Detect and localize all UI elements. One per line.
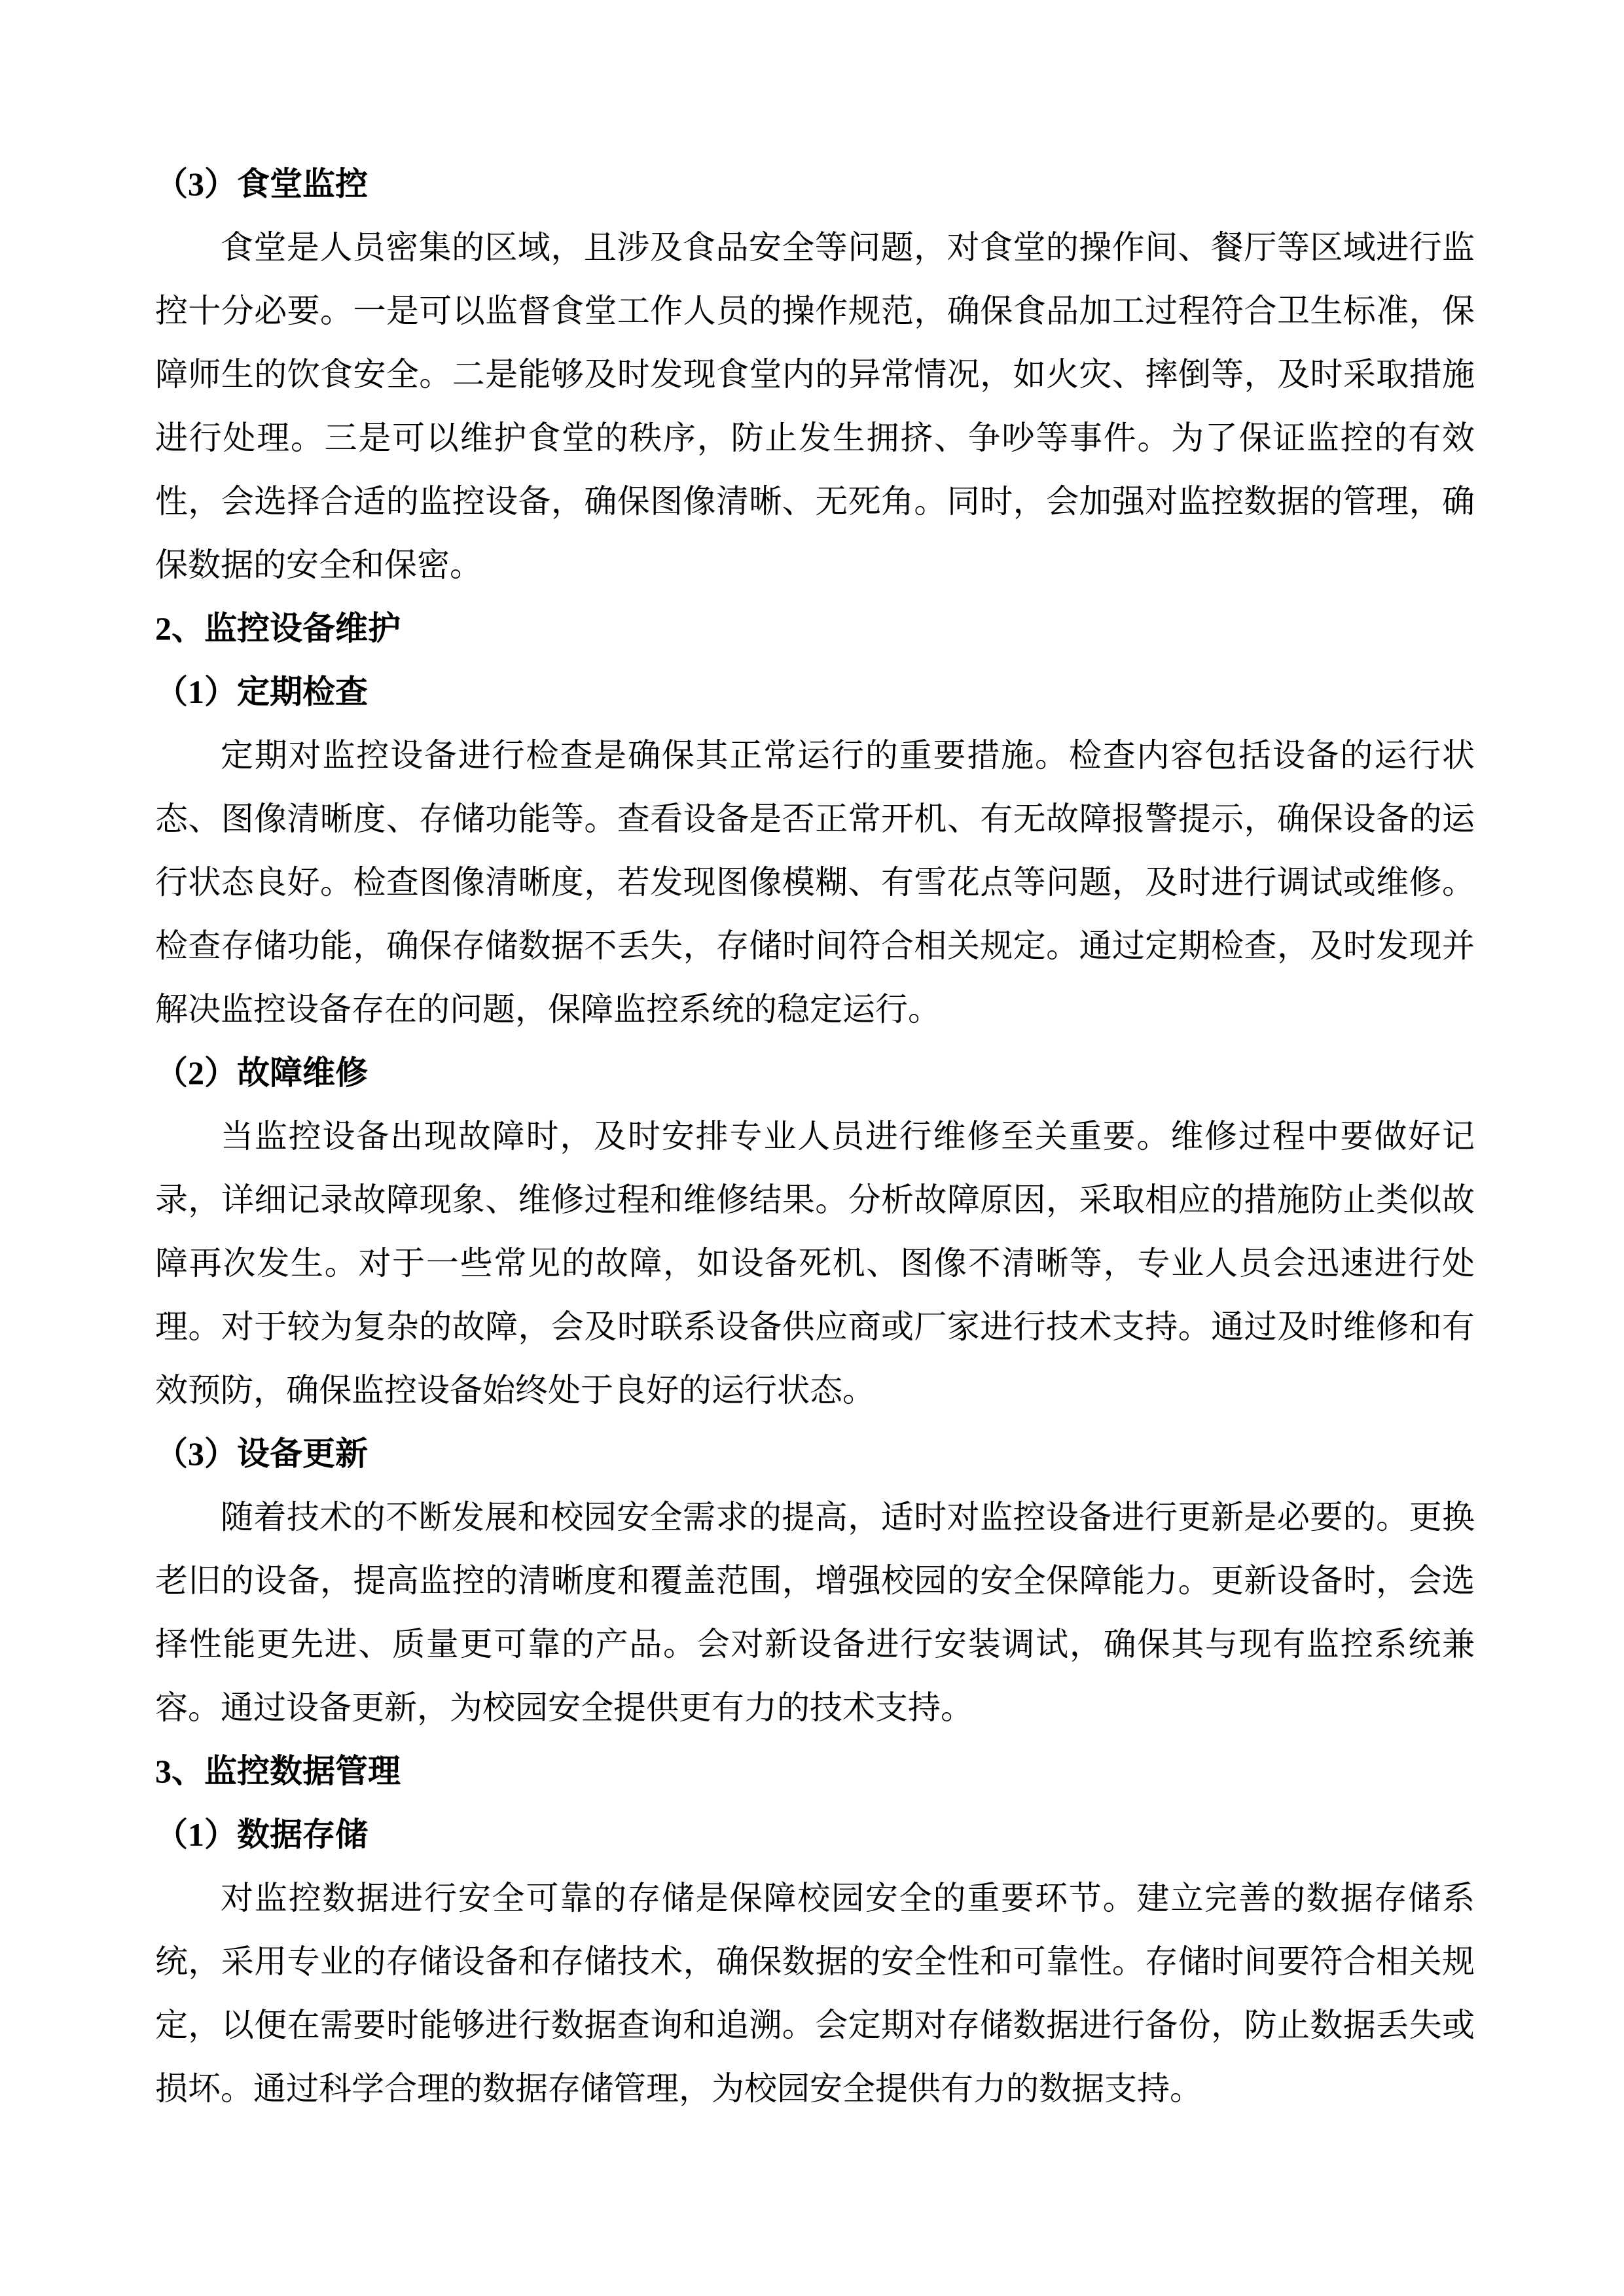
paragraph-fault-repair: 当监控设备出现故障时，及时安排专业人员进行维修至关重要。维修过程中要做好记录，详细记录故障现象、维修过程和维修结果。分析故障原因，采取相应的措施防止类似故障再次发生。对于一些常见的故障，如设备死机、图像不清晰等，专业人员会迅速进行处理。对于较为复杂的故障，会及时联系设备供应商或厂家进行技术支持。通过及时维修和有效预防，确保监控设备始终处于良好的运行状态。 [155,1118,1475,1408]
paragraph-regular-inspection: 定期对监控设备进行检查是确保其正常运行的重要措施。检查内容包括设备的运行状态、图像清晰度、存储功能等。查看设备是否正常开机、有无故障报警提示，确保设备的运行状态良好。检查图像清晰度，若发现图像模糊、有雪花点等问题，及时进行调试或维修。检查存储功能，确保存储数据不丢失，存储时间符合相关规定。通过定期检查，及时发现并解决监控设备存在的问题，保障监控系统的稳定运行。 [155,737,1475,1028]
paragraph-data-storage: 对监控数据进行安全可靠的存储是保障校园安全的重要环节。建立完善的数据存储系统，采用专业的存储设备和存储技术，确保数据的安全性和可靠性。存储时间要符合相关规定，以便在需要时能够进行数据查询和追溯。会定期对存储数据进行备份，防止数据丢失或损坏。通过科学合理的数据存储管理，为校园安全提供有力的数据支持。 [155,1880,1475,2107]
heading-data-management: 3、监控数据管理 [155,1753,401,1789]
paragraph-equipment-update: 随着技术的不断发展和校园安全需求的提高，适时对监控设备进行更新是必要的。更换老旧的设备，提高监控的清晰度和覆盖范围，增强校园的安全保障能力。更新设备时，会选择性能更先进、质量更可靠的产品。会对新设备进行安装调试，确保其与现有监控系统兼容。通过设备更新，为校园安全提供更有力的技术支持。 [155,1499,1475,1726]
heading-equipment-maintenance: 2、监控设备维护 [155,610,401,647]
heading-equipment-update: （3）设备更新 [155,1435,368,1472]
heading-data-storage: （1）数据存储 [155,1816,368,1853]
heading-fault-repair: （2）故障维修 [155,1054,368,1091]
heading-canteen-monitoring: （3）食堂监控 [155,166,368,202]
document-content [155,152,1475,2121]
paragraph-canteen-monitoring: 食堂是人员密集的区域，且涉及食品安全等问题，对食堂的操作间、餐厅等区域进行监控十分必要。一是可以监督食堂工作人员的操作规范，确保食品加工过程符合卫生标准，保障师生的饮食安全。二是能够及时发现食堂内的异常情况，如火灾、摔倒等，及时采取措施进行处理。三是可以维护食堂的秩序，防止发生拥挤、争吵等事件。为了保证监控的有效性，会选择合适的监控设备，确保图像清晰、无死角。同时，会加强对监控数据的管理，确保数据的安全和保密。 [155,229,1475,583]
heading-regular-inspection: （1）定期检查 [155,673,368,710]
